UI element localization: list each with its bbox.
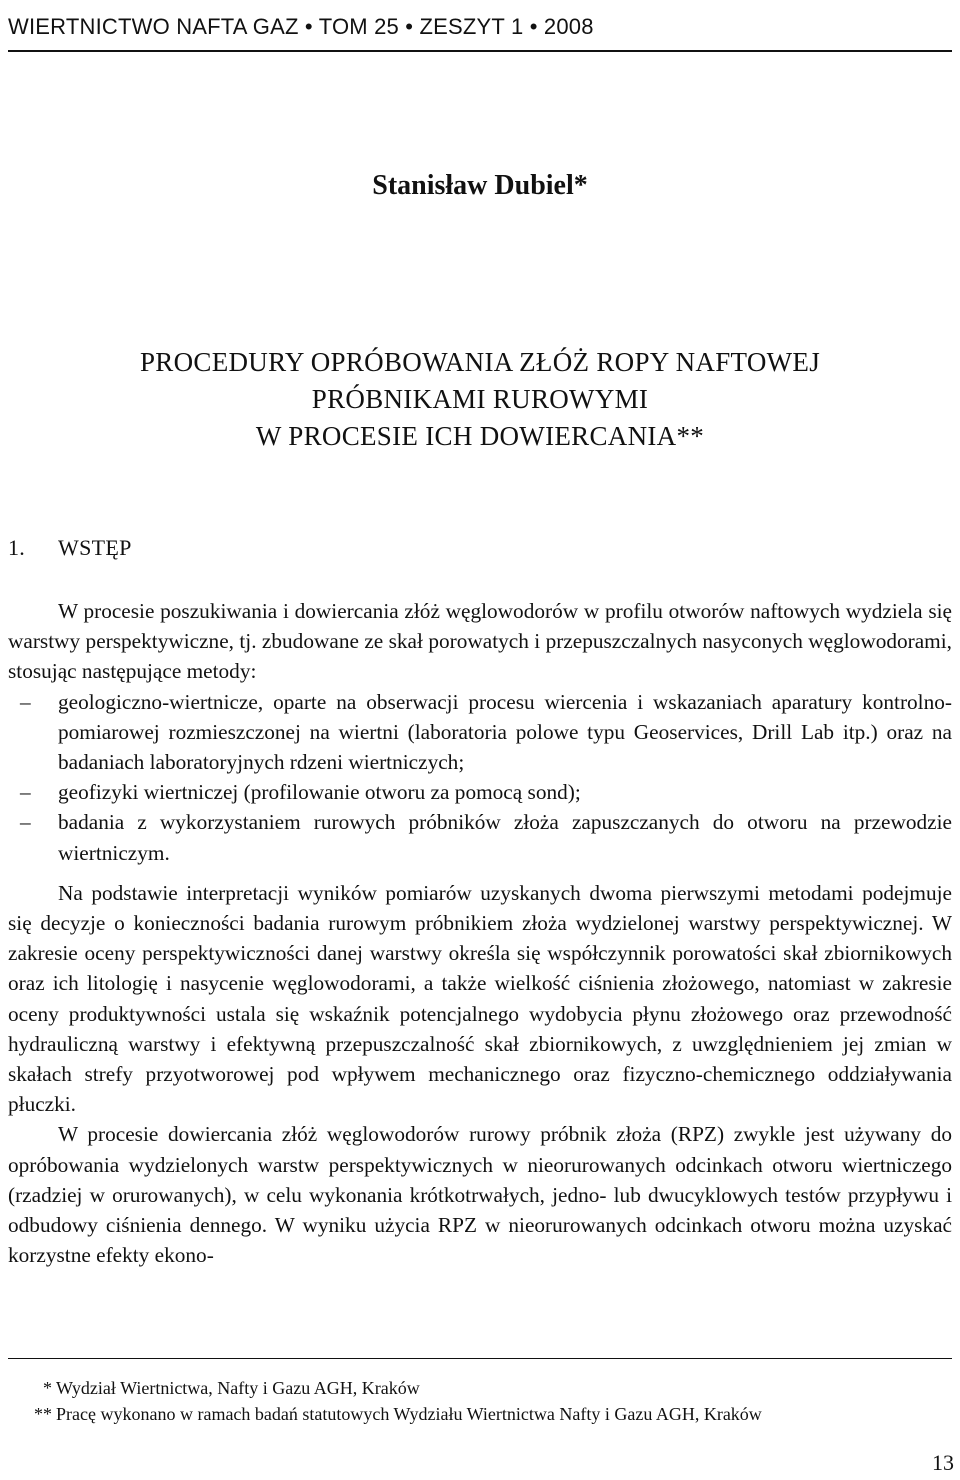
methods-list [8, 687, 952, 868]
title-line: W PROCESIE ICH DOWIERCANIA** [255, 421, 705, 451]
section-number: 1. [8, 535, 26, 560]
title-line: PROCEDURY OPRÓBOWANIA ZŁÓŻ ROPY NAFTOWEJ [139, 347, 821, 377]
intro-paragraph: W procesie poszukiwania i dowiercania złóż węglowodorów w profilu otworów naftowych wydziela się warstwy perspektywiczne, tj. zbudowane ze skał porowatych i przepuszczalnych nasyconych węglowodorami, stosując następujące metody: [8, 599, 952, 684]
footnote-text: Pracę wykonano w ramach badań statutowych Wydziału Wiertnictwa Nafty i Gazu AGH, Kraków [56, 1404, 762, 1424]
footnotes [26, 1375, 946, 1427]
list-item-text: badania z wykorzystaniem rurowych próbników złoża zapuszczanych do otworu na przewodzie wiertniczym. [58, 810, 952, 865]
article-title [0, 344, 960, 455]
body-paragraph: W procesie dowiercania złóż węglowodorów rurowy próbnik złoża (RPZ) zwykle jest używany do opróbowania wydzielonych warstw perspektywicznych w nieorurowanych odcinkach otworu wiertniczego (rzadziej w orurowanych), w celu wykonania krótkotrwałych, jedno- lub dwucyklowych testów przypływu i odbudowy ciśnienia dennego. W wyniku użycia RPZ w nieorurowanych odcinkach otworu można uzyskać korzystne efekty ekono- [8, 1122, 952, 1268]
title-line: PRÓBNIKAMI RUROWYMI [311, 384, 649, 414]
footnote-divider [8, 1358, 952, 1359]
list-item [8, 777, 952, 807]
section-title: WSTĘP [58, 535, 132, 560]
page-number: 13 [932, 1450, 954, 1475]
list-dash: – [20, 689, 31, 714]
list-dash: – [20, 810, 31, 835]
list-item [8, 807, 952, 867]
journal-line: WIERTNICTWO NAFTA GAZ • TOM 25 • ZESZYT 1 • 2008 [8, 14, 594, 39]
list-item [8, 687, 952, 778]
section-heading [8, 535, 132, 561]
footnote-text: Wydział Wiertnictwa, Nafty i Gazu AGH, Kraków [56, 1378, 420, 1398]
article-body [8, 596, 952, 1270]
footnote-mark: * [43, 1378, 52, 1398]
body-paragraph: Na podstawie interpretacji wyników pomiarów uzyskanych dwoma pierwszymi metodami podejmuje się decyzje o konieczności badania rurowym próbnikiem złoża wydzielonej warstwy perspektywicznej. W zakresie oceny perspektywiczności danej warstwy określa się współczynnik porowatości skał zbiornikowych oraz ich litologię i nasycenie węglowodorami, a także wielkość ciśnienia złożowego, natomiast w zakresie oceny produktywności ustala się wskaźnik potencjalnego wydobycia płynu złożowego oraz przewodność hydrauliczną warstwy i efektywną przepuszczalność skał zbiornikowych, z uwzględnieniem jej zmian w skałach strefy przyotworowej pod wpływem mechanicznego oraz fizyczno-chemicznego oddziaływania płuczki. [8, 880, 952, 1117]
journal-header [8, 10, 952, 52]
author-name: Stanisław Dubiel* [372, 170, 588, 201]
footnote [26, 1401, 946, 1427]
list-item-text: geologiczno-wiertnicze, oparte na obserwacji procesu wiercenia i wskazaniach aparatury kontrolno-pomiarowej rozmieszczonej na wiertni (laboratoria polowe typu Geoservices, Drill Lab itp.) oraz na badaniach laboratoryjnych rdzeni wiertniczych; [58, 689, 952, 775]
list-dash: – [20, 780, 31, 805]
list-item-text: geofizyki wiertniczej (profilowanie otworu za pomocą sond); [58, 780, 581, 805]
footnote-mark: ** [34, 1404, 52, 1424]
footnote [26, 1375, 946, 1401]
